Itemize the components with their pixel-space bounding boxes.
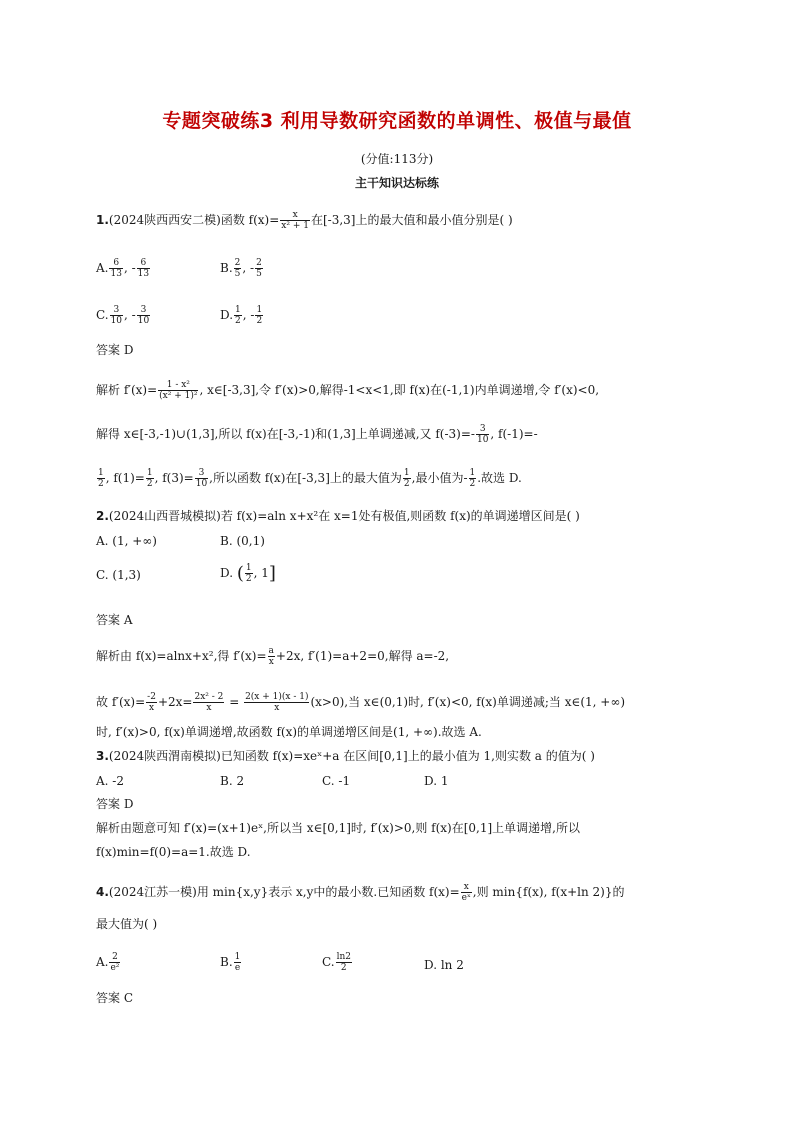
question-4: 4.(2024江苏一模)用 min{x,y}表示 x,y中的最小数.已知函数 f(x)= $\frac{x}{\text{eˣ}}$ ,则 min{f(x), f(x+ln 2)}的: [96, 882, 625, 903]
section-heading: 主干知识达标练: [354, 176, 439, 190]
option-b: B. $\frac{2}{5}$ , - $\frac{2}{5}$: [220, 258, 262, 279]
option-a: A. (1, +∞): [96, 534, 157, 548]
question-2: 2.(2024山西晋城模拟)若 f(x)=aln x+x²在 x=1处有极值,则函数 f(x)的单调递增区间是( ): [96, 509, 580, 523]
answer-4: 答案 C: [96, 991, 133, 1005]
answer-2: 答案 A: [96, 613, 133, 627]
option-d: D. 1: [424, 774, 449, 788]
option-d: D. ( $\frac{1}{2}$ , 1]: [220, 563, 276, 584]
question-1: [96, 210, 706, 231]
page-title: 专题突破练3 利用导数研究函数的单调性、极值与最值: [162, 110, 632, 132]
option-c: C. -1: [322, 774, 351, 788]
option-a: A. $\frac{2}{\text{e²}}$: [96, 952, 120, 973]
option-c: C. $\frac{3}{10}$ , - $\frac{3}{10}$: [96, 305, 150, 326]
question-source: (2024陕西西安二模)函数: [108, 213, 245, 227]
solution-2-line-1: 解析由 f(x)=alnx+x²,得 f′(x)= $\frac{a}{x}$ +2x, f′(1)=a+2=0,解得 a=-2,: [96, 646, 450, 667]
question-3: 3.(2024陕西渭南模拟)已知函数 f(x)=xeˣ+a 在区间[0,1]上的最小值为 1,则实数 a 的值为( ): [96, 749, 595, 763]
answer-3: 答案 D: [96, 797, 134, 811]
option-b: B. (0,1): [220, 534, 265, 548]
solution-1-line-1: 解析 f′(x)= $\frac{\text{1 - x²}}{\text{(x² + 1)²}}$ , x∈[-3,3],令 f′(x)>0,解得-1<x<1,即 f(x)在(-1,1)内单调递增,令 f′(x)<0,: [96, 380, 600, 401]
question-number: 1.: [96, 213, 109, 227]
solution-3-line-2: f(x)min=f(0)=a=1.故选 D.: [96, 845, 251, 859]
score-label: (分值:113分): [360, 152, 434, 166]
option-c: C. $\frac{\ln 2}{2}$: [322, 952, 351, 973]
solution-1-line-3: $\frac{1}{2}$ , f(1)= $\frac{1}{2}$ , f(3)= $\frac{3}{10}$ ,所以函数 f(x)在[-3,3]上的最大值为 $\frac{1}{2}$ ,最小值为- $\frac{1}{2}$ .故选 D.: [98, 468, 522, 489]
question-text: 在[-3,3]上的最大值和最小值分别是( ): [310, 213, 513, 227]
question-4-line-2: 最大值为( ): [96, 917, 158, 931]
option-a: A. $\frac{6}{13}$ , - $\frac{6}{13}$: [96, 258, 150, 279]
option-b: B. 2: [220, 774, 245, 788]
option-b: B. $\frac{1}{e}$: [220, 952, 241, 973]
option-a: A. -2: [96, 774, 124, 788]
option-d: D. ln 2: [424, 958, 464, 972]
fraction: $\frac{x}{\text{x² + 1}}$: [281, 210, 309, 231]
solution-3-line-1: 解析由题意可知 f′(x)=(x+1)eˣ,所以当 x∈[0,1]时, f′(x)>0,则 f(x)在[0,1]上单调递增,所以: [96, 821, 580, 835]
option-d: D. $\frac{1}{2}$ , - $\frac{1}{2}$: [220, 305, 263, 326]
solution-1-line-2: 解得 x∈[-3,-1)∪(1,3],所以 f(x)在[-3,-1)和(1,3]上单调递减,又 f(-3)=- $\frac{3}{10}$ , f(-1)=-: [96, 424, 538, 445]
solution-2-line-3: 时, f′(x)>0, f(x)单调递增,故函数 f(x)的单调递增区间是(1, +∞).故选 A.: [96, 725, 482, 739]
answer-1: 答案 D: [96, 343, 134, 357]
option-c: C. (1,3): [96, 568, 141, 582]
solution-2-line-2: 故 f′(x)= $\frac{-2}{x}$ +2x= $\frac{\text{2x² - 2}}{x}$ = $\frac{2(x + 1)(x - 1)}{x}$ (x>0),当 x∈(0,1)时, f′(x)<0, f(x)单调递减;当 x∈(1, +∞): [96, 692, 626, 713]
function-def: f(x)=: [248, 213, 280, 227]
